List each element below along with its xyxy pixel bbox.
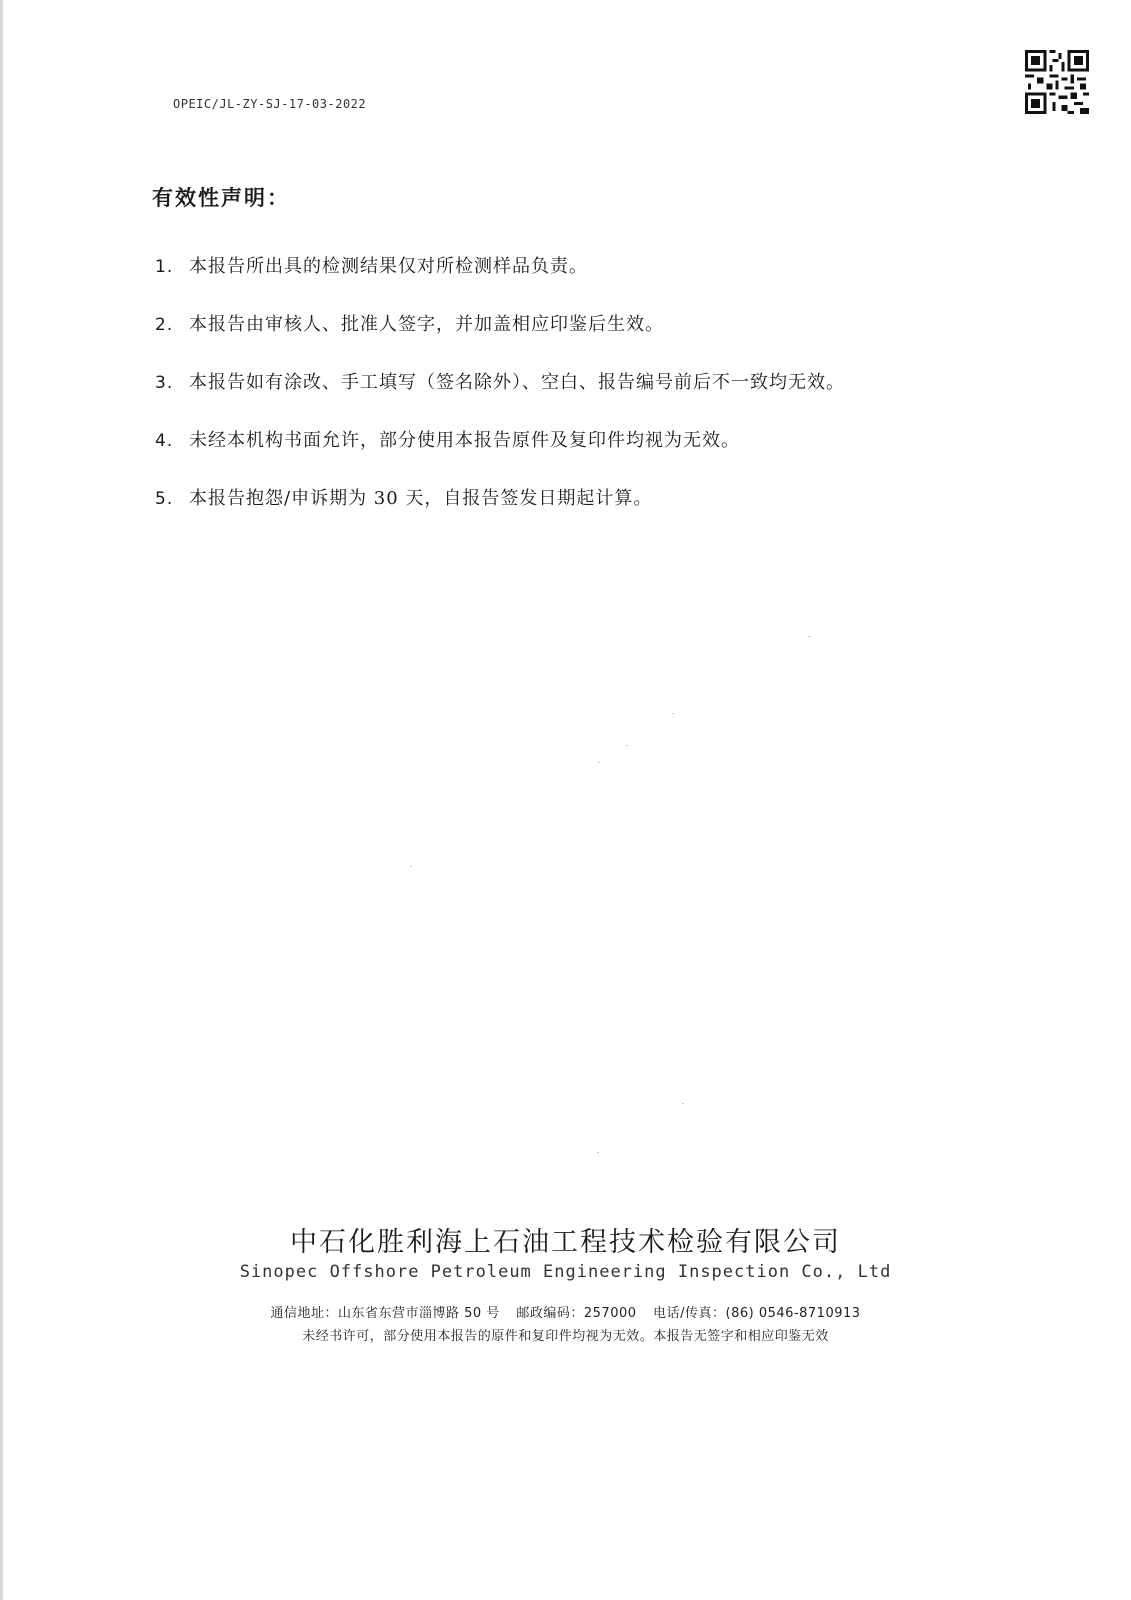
statement-number: 4.	[155, 431, 174, 451]
statement-number: 3.	[155, 373, 174, 393]
scan-speck	[626, 745, 628, 746]
document-code: OPEIC/JL-ZY-SJ-17-03-2022	[173, 97, 367, 111]
scan-speck	[672, 713, 674, 714]
statement-text: 本报告如有涂改、手工填写（签名除外）、空白、报告编号前后不一致均无效。	[189, 372, 845, 393]
statement-number: 5.	[155, 489, 174, 509]
postcode: 邮政编码：257000	[516, 1306, 637, 1321]
scan-speck	[410, 866, 412, 867]
statement-text: 本报告由审核人、批准人签字，并加盖相应印鉴后生效。	[189, 314, 664, 335]
statement-text: 本报告抱怨/申诉期为 30 天，自报告签发日期起计算。	[189, 488, 653, 509]
qr-code-icon	[1025, 50, 1089, 114]
statement-list	[155, 255, 1015, 545]
scan-speck	[808, 636, 810, 637]
footer-notice: 未经书许可，部分使用本报告的原件和复印件均视为无效。本报告无签字和相应印鉴无效	[302, 1329, 829, 1344]
scan-speck	[598, 762, 600, 763]
statement-text: 本报告所出具的检测结果仅对所检测样品负责。	[189, 256, 588, 277]
contact-line	[0, 1302, 1131, 1321]
address: 通信地址：山东省东营市淄博路 50 号	[270, 1306, 500, 1321]
statement-item	[155, 429, 1015, 487]
statement-number: 1.	[155, 257, 174, 277]
statement-item	[155, 487, 1015, 545]
scan-speck	[597, 1152, 599, 1153]
statement-text: 未经本机构书面允许，部分使用本报告原件及复印件均视为无效。	[189, 430, 740, 451]
company-name-chinese: 中石化胜利海上石油工程技术检验有限公司	[290, 1227, 841, 1258]
phone-fax: 电话/传真：(86) 0546-8710913	[653, 1306, 861, 1321]
statement-item	[155, 371, 1015, 429]
scan-edge	[0, 0, 3, 1600]
statement-item	[155, 255, 1015, 313]
statement-number: 2.	[155, 315, 174, 335]
company-name-english: Sinopec Offshore Petroleum Engineering Inspection Co., Ltd	[239, 1262, 892, 1282]
scan-speck	[682, 1103, 684, 1104]
validity-statement-title: 有效性声明：	[152, 186, 290, 210]
statement-item	[155, 313, 1015, 371]
